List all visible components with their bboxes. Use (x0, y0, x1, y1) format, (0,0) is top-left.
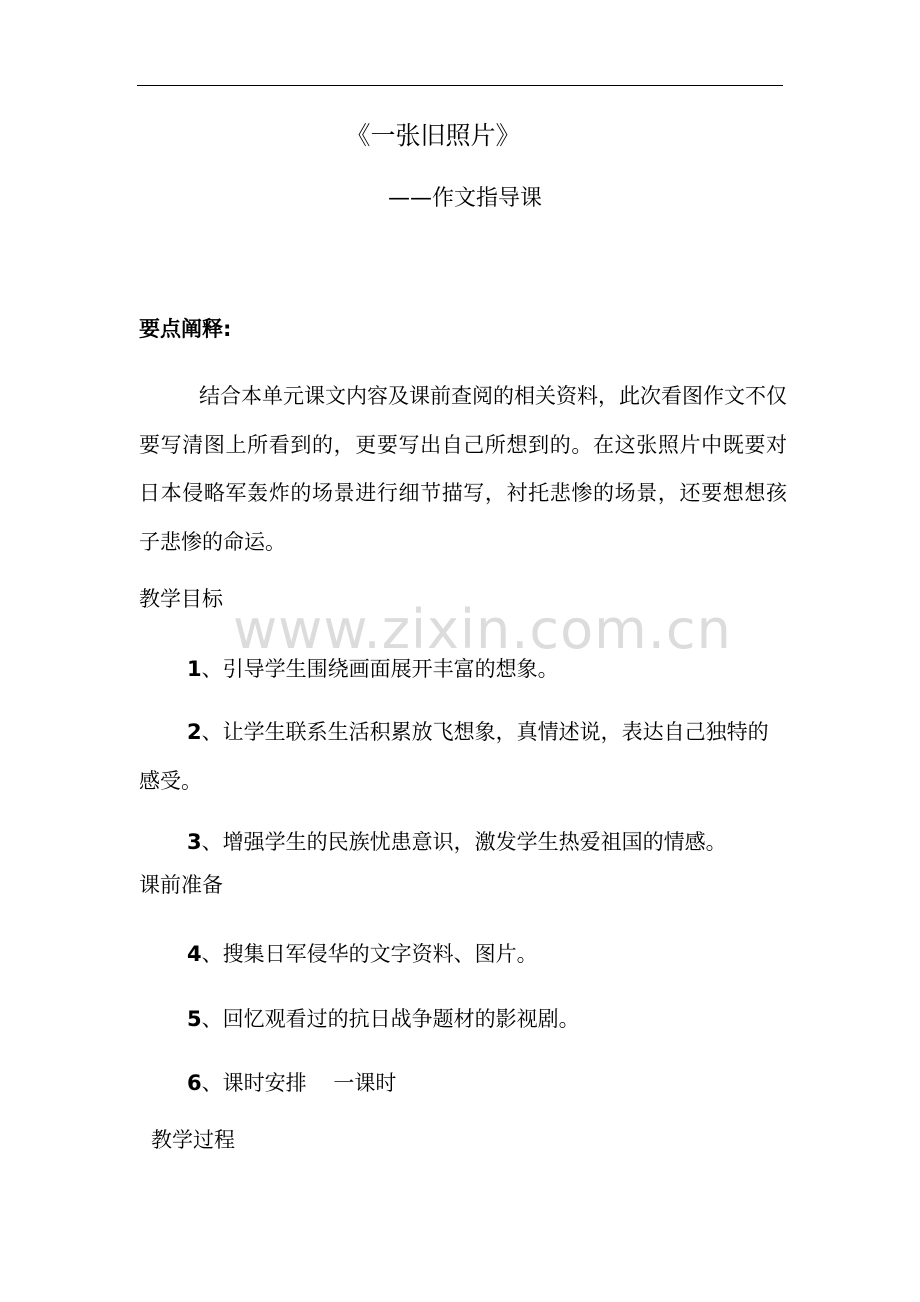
watermark: www.zixin.com.cn (233, 598, 732, 661)
preparation-item (139, 995, 787, 1044)
goal-item (139, 708, 787, 805)
teaching-process-heading: 教学过程 (151, 1128, 235, 1152)
key-points-heading: 要点阐释: (139, 317, 232, 341)
key-points-paragraph: 结合本单元课文内容及课前查阅的相关资料，此次看图作文不仅要写清图上所看到的，更要写出自己所想到的。在这张照片中既要对日本侵略军轰炸的场景进行细节描写，衬托悲惨的场景，还要想想孩子悲惨的命运。 (139, 384, 787, 554)
document-subtitle: ——作文指导课 (388, 186, 543, 211)
header-rule (137, 85, 783, 86)
item-text: 、引导学生围绕画面展开丰富的想象。 (201, 657, 559, 681)
teaching-goals-heading: 教学目标 (139, 587, 223, 611)
item-text: 、增强学生的民族忧患意识，激发学生热爱祖国的情感。 (201, 830, 727, 854)
preparation-item (139, 930, 787, 979)
item-text: 、回忆观看过的抗日战争题材的影视剧。 (201, 1007, 580, 1031)
item-number: 3 (187, 830, 202, 854)
goal-item (139, 645, 787, 694)
item-number: 1 (187, 657, 202, 681)
goal-item (139, 818, 787, 867)
preparation-item (139, 1059, 787, 1108)
preparation-heading: 课前准备 (139, 873, 223, 897)
item-number: 4 (187, 942, 202, 966)
item-number: 2 (187, 720, 202, 744)
item-number: 6 (187, 1071, 202, 1095)
item-text: 、搜集日军侵华的文字资料、图片。 (201, 942, 538, 966)
item-text: 、课时安排 一课时 (201, 1071, 397, 1095)
item-number: 5 (187, 1007, 202, 1031)
document-title: 《一张旧照片》 (345, 121, 521, 150)
item-text: 、让学生联系生活积累放飞想象，真情述说，表达自己独特的感受。 (139, 720, 769, 793)
